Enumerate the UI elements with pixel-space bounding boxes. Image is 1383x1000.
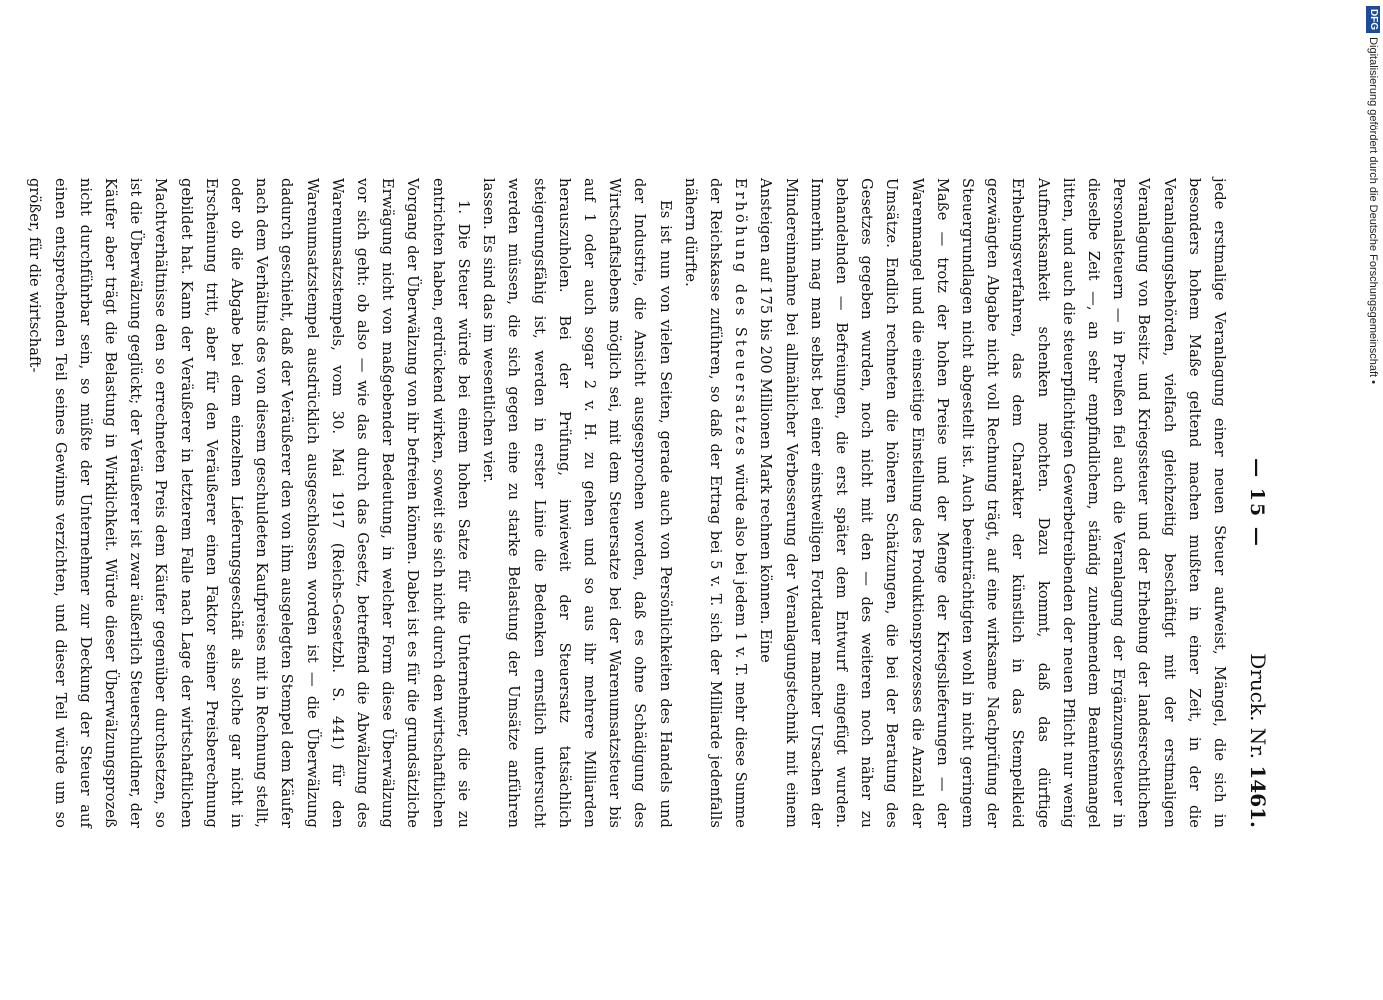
paragraph-2	[678, 178, 754, 828]
credit-text: Digitalisierung gefördert durch die Deutsche Forschungsgemeinschaft •	[1367, 37, 1379, 384]
druck-number	[1246, 653, 1270, 828]
dfg-logo: DFG	[1366, 6, 1380, 33]
page-content	[22, 178, 1272, 828]
body-text	[22, 178, 1232, 828]
paragraph-3: Es ist nun von vielen Seiten, gerade auch von Persönlichkeiten des Handels und der Industrie, die Ansicht ausgesprochen worden, daß es ohne Schädigung des Wirtschaftslebens möglich sei, mit dem Steuersatze bei der Warenumsatzsteuer bis auf 1 oder auch sogar 2 v. H. zu gehen und so aus ihr mehrere Milliarden herauszuholen. Bei der Prüfung, inwieweit der Steuersatz tatsächlich steigerungsfähig ist, werden in erster Linie die Bedenken ernstlich untersucht werden müssen, die sich gegen eine zu starke Belastung der Umsätze anführen lassen. Es sind das im wesentlichen vier.	[480, 178, 674, 828]
paragraph-1: jede erstmalige Veranlagung einer neuen Steuer aufweist, Mängel, die sich in besonders hohem Maße geltend machen mußten in einer Zeit, in der die Veranlagungsbehörden, vielfach gleichzeitig beschäftigt mit der erstmaligen Veranlagung von Besitz- und Kriegssteuer und der Erhebung der landesrechtlichen Personalsteuern — in Preußen fiel auch die Veranlagung der Ergänzungssteuer in dieselbe Zeit —, an sehr empfindlichem, ständig zunehmendem Beamtenmangel litten, und auch die steuerpflichtigen Gewerbetreibenden der neuen Pflicht nur wenig Aufmerksamkeit schenken mochten. Dazu kommt, daß das dürftige Erhebungsverfahren, das dem Charakter der künstlich in das Stempelkleid gezwängten Abgabe nicht voll Rechnung trägt, auf eine wirksame Nachprüfung der Steuergrundlagen nicht abgestellt ist. Auch beeinträchtigten wohl in nicht geringem Maße — trotz der hohen Preise und der Menge der Kriegslieferungen — der Warenmangel und die einseitige Einstellung des Produktionsprozesses die Anzahl der Umsätze. Endlich rechneten die höheren Schätzungen, die bei der Beratung des Gesetzes gegeben wurden, noch nicht mit den — des weiteren noch näher zu behandelnden — Befreiungen, die erst später dem Entwurf eingefügt wurden. Immerhin mag man selbst bei einer einstweiligen Fortdauer mancher Ursachen der Mindereinnahme bei allmählicher Verbesserung der Veranlagungstechnik mit einem Ansteigen auf 175 bis 200 Millionen Mark rechnen können. Eine	[757, 178, 1228, 828]
spaced-phrase: Erhöhung des Steuersatzes	[732, 178, 750, 459]
druck-prefix: Druck. Nr.	[1246, 653, 1270, 759]
paragraph-4: 1. Die Steuer würde bei einem hohen Satze für die Unternehmer, die sie zu entrichten haben, erdrückend wirken, soweit sie sich nicht durch den wirtschaftlichen Vorgang der Überwälzung von ihr befreien können. Dabei ist es für die grundsätzliche Erwägung nicht von maßgebender Bedeutung, in welcher Form diese Überwälzung vor sich geht: ob also — wie das durch das Gesetz, betreffend die Abwälzung des Warenumsatzstempels, vom 30. Mai 1917 (Reichs-Gesetzbl. S. 441) für den Warenumsatzstempel ausdrücklich ausgeschlossen worden ist — die Überwälzung dadurch geschieht, daß der Veräußerer den von ihm ausgelegten Stempel dem Käufer nach dem Verhältnis des von diesem geschuldeten Kaufpreises mit in Rechnung stellt, oder ob die Abgabe bei dem einzelnen Lieferungsgeschäft als solche gar nicht in Erscheinung tritt, aber für den Veräußerer einen Faktor seiner Preisberechnung gebildet hat. Kann der Veräußerer in letzterem Falle nach Lage der wirtschaftlichen Machtverhältnisse den so errechneten Preis dem Käufer gegenüber durchsetzen, so ist die Überwälzung geglückt; der Veräußerer ist zwar äußerlich Steuerschuldner, der Käufer aber trägt die Belastung in Wirklichkeit. Würde dieser Überwälzungsprozeß nicht durchführbar sein, so müßte der Unternehmer zur Deckung der Steuer auf einen entsprechenden Teil seines Gewinns verzichten, und dieser Teil würde um so größer, für die wirtschaft-	[26, 178, 472, 828]
digitization-credit	[1365, 6, 1381, 996]
page-header	[1232, 178, 1272, 828]
rotated-scan-page	[26, 0, 1280, 1000]
credit-line	[1365, 6, 1381, 996]
druck-number-value: 1461.	[1246, 765, 1270, 828]
page-number: — 15 —	[1246, 458, 1268, 548]
paragraph-2-text: würde also bei jedem 1 v. T. mehr diese Summe der Reichskasse zuführen, so daß der Ertrag bei 5 v. T. sich der Milliarde jedenfalls nähern dürfte.	[681, 178, 750, 828]
